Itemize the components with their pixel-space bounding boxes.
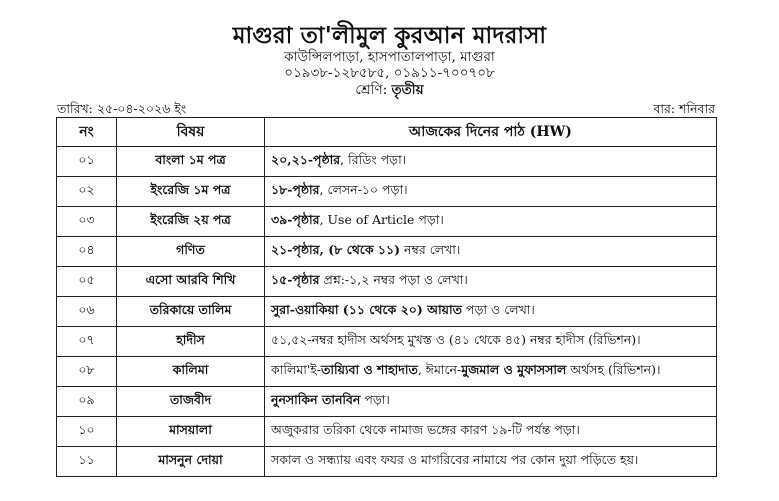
row-lesson	[265, 207, 717, 237]
row-lesson	[265, 357, 717, 387]
row-lesson	[265, 177, 717, 207]
phone-line: ০১৯৩৮-১২৮৫৮৫, ০১৯১১-৭০০৭০৮	[284, 65, 495, 81]
lesson-segment: অজুকরার তরিকা থেকে নামাজ ভঙ্গের কারণ ১৯-টি পর্যন্ত পড়া।	[271, 421, 580, 437]
row-number: ০৪	[57, 237, 117, 267]
row-lesson	[265, 237, 717, 267]
lesson-segment: নুনসাকিন তানবিন	[271, 391, 361, 407]
day-label: বার: শনিবার	[653, 101, 715, 116]
table-row	[57, 147, 717, 177]
lesson-segment: ৫১,৫২-নম্বর হাদীস অর্থসহ মুখস্ত ও (৪১ থেকে ৪৫) নম্বর হাদীস (রিভিশন)।	[271, 331, 641, 347]
lesson-segment: কালিমা'ই-	[271, 361, 321, 377]
row-subject: গণিত	[117, 237, 265, 267]
row-number: ০৩	[57, 207, 117, 237]
row-number: ০৮	[57, 357, 117, 387]
lesson-segment: ৩৯-পৃষ্ঠার	[271, 211, 320, 227]
homework-table	[56, 117, 717, 477]
lesson-segment: সকাল ও সন্ধ্যায় এবং ফযর ও মাগরিবের নামাযে পর কোন দুয়া পড়িতে হয়।	[271, 451, 639, 467]
row-number: ০২	[57, 177, 117, 207]
lesson-segment: , রিডিং পড়া।	[340, 151, 407, 167]
table-row	[57, 387, 717, 417]
row-subject: ইংরেজি ২য় পত্র	[117, 207, 265, 237]
date-label: তারিখ: ২৫-০৪-২০২৬ ইং	[57, 101, 187, 116]
row-subject: হাদীস	[117, 327, 265, 357]
row-number: ০৬	[57, 297, 117, 327]
class-line	[0, 82, 779, 98]
lesson-segment: মুজমাল ও মুফাসসাল	[461, 361, 567, 377]
madrasa-title: মাগুরা তা'লীমুল কুরআন মাদরাসা	[232, 22, 547, 49]
class-value: তৃতীয়	[391, 82, 424, 98]
row-lesson	[265, 417, 717, 447]
table-header-row	[57, 118, 717, 147]
row-number: ১০	[57, 417, 117, 447]
header-no: নং	[57, 118, 117, 147]
table-row	[57, 417, 717, 447]
row-lesson	[265, 297, 717, 327]
lesson-segment: , Use of Article পড়া।	[319, 211, 444, 227]
table-row	[57, 267, 717, 297]
table-row	[57, 207, 717, 237]
row-lesson	[265, 147, 717, 177]
lesson-segment: ১৫-পৃষ্ঠার	[271, 271, 320, 287]
row-lesson	[265, 387, 717, 417]
lesson-segment: , লেসন-১০ পড়া।	[319, 181, 408, 197]
row-number: ০৯	[57, 387, 117, 417]
row-subject: তাজবীদ	[117, 387, 265, 417]
row-subject: মাসনুন দোয়া	[117, 447, 265, 477]
table-row	[57, 237, 717, 267]
lesson-segment: পড়া।	[360, 391, 390, 407]
address-line: কাউন্সিলপাড়া, হাসপাতালপাড়া, মাগুরা	[284, 49, 495, 65]
row-subject: তরিকায়ে তালিম	[117, 297, 265, 327]
lesson-segment: ২১-পৃষ্ঠার, (৮ থেকে ১১)	[271, 241, 401, 257]
class-label: শ্রেণি:	[355, 82, 388, 98]
row-lesson	[265, 447, 717, 477]
row-subject: মাসয়ালা	[117, 417, 265, 447]
lesson-segment: ১৮-পৃষ্ঠার	[271, 181, 320, 197]
row-subject: কালিমা	[117, 357, 265, 387]
header-lesson: আজকের দিনের পাঠ (HW)	[265, 118, 717, 147]
row-number: ০১	[57, 147, 117, 177]
lesson-segment: অর্থসহ (রিভিশন)।	[566, 361, 661, 377]
lesson-segment: সুরা-ওয়াকিয়া (১১ থেকে ২০) আয়াত	[271, 301, 463, 317]
lesson-segment: তায়্যিবা ও শাহাদাত	[321, 361, 418, 377]
row-subject: ইংরেজি ১ম পত্র	[117, 177, 265, 207]
header-subject: বিষয়	[117, 118, 265, 147]
table-row	[57, 177, 717, 207]
row-subject: বাংলা ১ম পত্র	[117, 147, 265, 177]
table-row	[57, 327, 717, 357]
row-lesson	[265, 267, 717, 297]
lesson-segment: , ঈমানে-	[417, 361, 462, 377]
lesson-segment: পড়া ও লেখা।	[462, 301, 535, 317]
lesson-segment: ২০,২১-পৃষ্ঠার	[271, 151, 341, 167]
table-row	[57, 447, 717, 477]
row-lesson	[265, 327, 717, 357]
row-subject: এসো আরবি শিখি	[117, 267, 265, 297]
lesson-segment: প্রশ্ন:-১,২ নম্বর পড়া ও লেখা।	[319, 271, 468, 287]
table-row	[57, 357, 717, 387]
row-number: ১১	[57, 447, 117, 477]
lesson-segment: নম্বর লেখা।	[400, 241, 461, 257]
row-number: ০৫	[57, 267, 117, 297]
row-number: ০৭	[57, 327, 117, 357]
table-row	[57, 297, 717, 327]
